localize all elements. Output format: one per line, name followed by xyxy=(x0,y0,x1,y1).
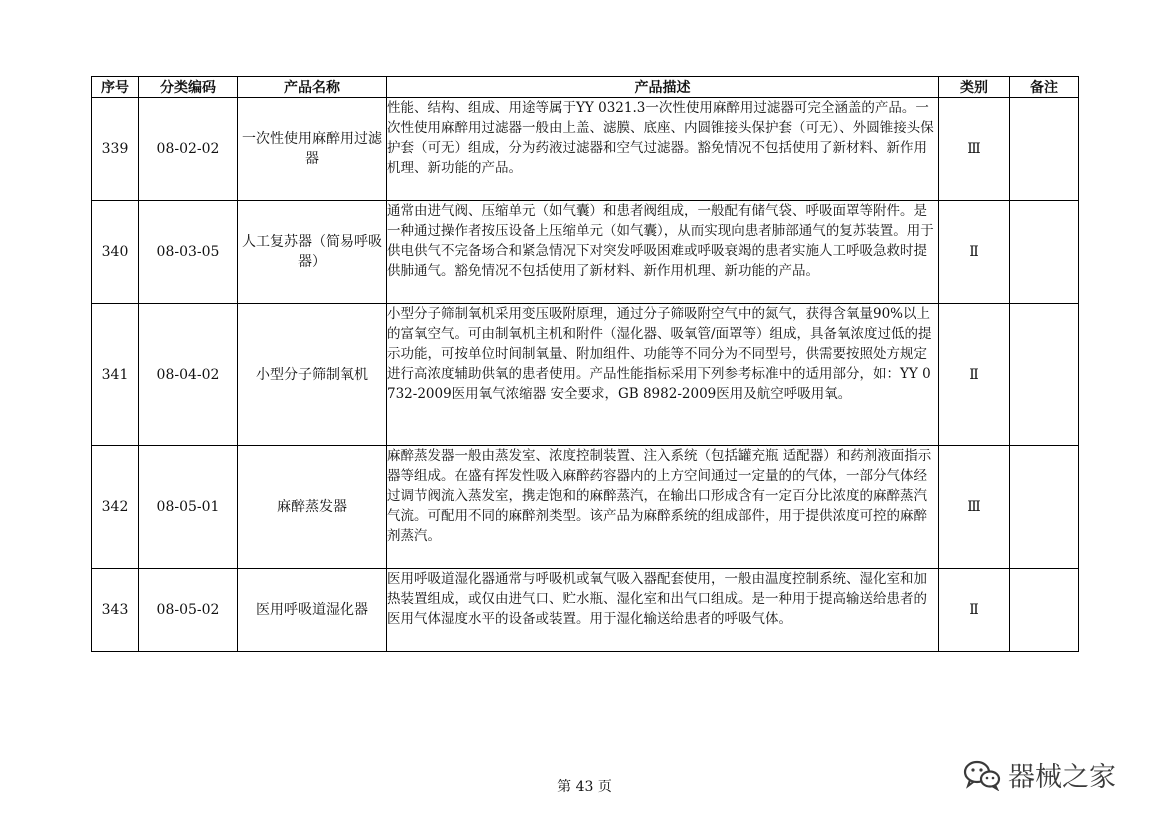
row-code: 08-04-02 xyxy=(139,304,238,446)
row-class: Ⅱ xyxy=(939,304,1010,446)
row-note xyxy=(1010,98,1079,201)
row-description xyxy=(387,304,939,446)
row-description-text: 通常由进气阀、压缩单元（如气囊）和患者阀组成，一般配有储气袋、呼吸面罩等附件。是一种通过操作者按压设备上压缩单元（如气囊），从而实现向患者肺部通气的复苏装置。用于供电供气不完备场合和紧急情况下对突发呼吸困难或呼吸衰竭的患者实施人工呼吸急救时提供肺通气。豁免情况不包括使用了新材料、新作用机理、新功能的产品。 xyxy=(387,203,934,279)
row-description-text: 医用呼吸道湿化器通常与呼吸机或氧气吸入器配套使用，一般由温度控制系统、湿化室和加热装置组成，或仅由进气口、贮水瓶、湿化室和出气口组成。是一种用于提高输送给患者的医用气体湿度水平的设备或装置。用于湿化输送给患者的呼吸气体。 xyxy=(387,571,927,627)
row-description-text: 麻醉蒸发器一般由蒸发室、浓度控制装置、注入系统（包括罐充瓶 适配器）和药剂液面指示器等组成。在盛有挥发性吸入麻醉药容器内的上方空间通过一定量的的气体，一部分气体经过调节阀流入蒸发室，携走饱和的麻醉蒸汽，在输出口形成含有一定百分比浓度的麻醉蒸汽气流。可配用不同的麻醉剂类型。该产品为麻醉系统的组成部件，用于提供浓度可控的麻醉剂蒸汽。 xyxy=(387,448,932,544)
table-row xyxy=(92,201,1079,304)
watermark-text: 器械之家 xyxy=(1008,762,1116,793)
header-note: 备注 xyxy=(1010,77,1079,98)
row-name: 医用呼吸道湿化器 xyxy=(238,569,387,652)
row-class: Ⅱ xyxy=(939,569,1010,652)
row-description xyxy=(387,98,939,201)
row-description xyxy=(387,569,939,652)
table-row xyxy=(92,98,1079,201)
row-class: Ⅲ xyxy=(939,446,1010,569)
row-name: 一次性使用麻醉用过滤器 xyxy=(238,98,387,201)
table-header-row xyxy=(92,77,1079,98)
row-code: 08-02-02 xyxy=(139,98,238,201)
row-description xyxy=(387,446,939,569)
row-no: 343 xyxy=(92,569,139,652)
header-description: 产品描述 xyxy=(387,77,939,98)
header-class: 类别 xyxy=(939,77,1010,98)
row-class: Ⅲ xyxy=(939,98,1010,201)
row-note xyxy=(1010,304,1079,446)
page-number: 第 43 页 xyxy=(557,779,612,795)
row-class: Ⅱ xyxy=(939,201,1010,304)
row-description-text: 性能、结构、组成、用途等属于YY 0321.3一次性使用麻醉用过滤器可完全涵盖的产品。一次性使用麻醉用过滤器一般由上盖、滤膜、底座、内圆锥接头保护套（可无）、外圆锥接头保护套（可无）组成，分为药液过滤器和空气过滤器。豁免情况不包括使用了新材料、新作用机理、新功能的产品。 xyxy=(387,100,934,176)
device-catalog-table xyxy=(91,76,1079,652)
row-no: 341 xyxy=(92,304,139,446)
row-no: 339 xyxy=(92,98,139,201)
table-row xyxy=(92,304,1079,446)
header-name: 产品名称 xyxy=(238,77,387,98)
row-code: 08-05-01 xyxy=(139,446,238,569)
row-note xyxy=(1010,446,1079,569)
row-no: 342 xyxy=(92,446,139,569)
row-code: 08-03-05 xyxy=(139,201,238,304)
row-note xyxy=(1010,569,1079,652)
row-name: 小型分子筛制氧机 xyxy=(238,304,387,446)
header-no: 序号 xyxy=(92,77,139,98)
table-row xyxy=(92,446,1079,569)
row-description-text: 小型分子筛制氧机采用变压吸附原理，通过分子筛吸附空气中的氮气，获得含氧量90%以上的富氧空气。可由制氧机主机和附件（湿化器、吸氧管/面罩等）组成，具备氧浓度过低的提示功能，可按单位时间制氧量、附加组件、功能等不同分为不同型号，供需要按照处方规定进行高浓度辅助供氧的患者使用。产品性能指标采用下列参考标准中的适用部分，如：YY 0732-2009医用氧气浓缩器 安全要求，GB 8982-2009医用及航空呼吸用氧。 xyxy=(387,306,932,402)
header-code: 分类编码 xyxy=(139,77,238,98)
row-name: 人工复苏器（简易呼吸器） xyxy=(238,201,387,304)
table-row xyxy=(92,569,1079,652)
row-description xyxy=(387,201,939,304)
row-code: 08-05-02 xyxy=(139,569,238,652)
row-name: 麻醉蒸发器 xyxy=(238,446,387,569)
row-note xyxy=(1010,201,1079,304)
row-no: 340 xyxy=(92,201,139,304)
